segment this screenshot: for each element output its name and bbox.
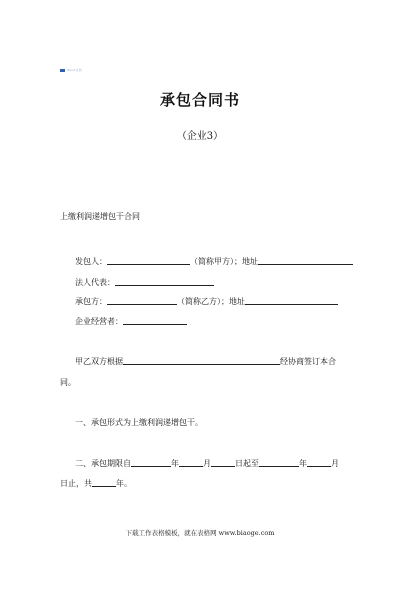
term-year-to-blank: [259, 458, 299, 467]
jiafang-abbr: （简称甲方）；地址: [190, 257, 258, 266]
chengbaofang-label: 承包方：: [75, 297, 107, 306]
term-month-2: 月: [331, 459, 339, 468]
basis-blank: [123, 356, 280, 365]
clause-2-continuation: [60, 478, 132, 489]
yifang-address-blank: [245, 296, 338, 305]
faren-label: 法人代表：: [75, 278, 115, 287]
document-title: 承包合同书: [159, 91, 240, 109]
fabaoren-label: 发包人：: [75, 257, 107, 266]
contractee-line: [75, 296, 338, 307]
legal-rep-line: [75, 277, 214, 288]
term-years-blank: [92, 478, 116, 487]
basis-end: 经协商签订本合: [280, 357, 336, 366]
term-year-1: 年: [171, 459, 179, 468]
term-day-from: 日起至: [235, 459, 259, 468]
basis-line: [75, 356, 336, 367]
basis-start: 甲乙双方根据: [75, 357, 123, 366]
chengbaofang-blank: [107, 296, 177, 305]
footer-download-note: 下载工作表格模板，就在表格网 www.biaoge.com: [125, 529, 275, 537]
clause-2-line: [75, 458, 339, 469]
contract-name: 上缴利润递增包干合同: [60, 212, 140, 221]
jingyingzhe-label: 企业经营者：: [75, 317, 123, 326]
manager-line: [75, 316, 187, 327]
term-year-from-blank: [131, 458, 171, 467]
jingyingzhe-blank: [123, 316, 187, 325]
term-month-to-blank: [307, 458, 331, 467]
contractor-line: [75, 256, 353, 267]
fabaoren-blank: [107, 256, 190, 265]
logo-text: Word文档: [67, 68, 82, 72]
yifang-abbr: （简称乙方）；地址: [177, 297, 245, 306]
term-years-end: 年。: [116, 479, 132, 488]
basis-continuation: 同。: [60, 378, 76, 387]
logo-mark-icon: [60, 69, 65, 72]
faren-blank: [115, 277, 214, 286]
term-end-start: 日止，共: [60, 479, 92, 488]
term-month-from-blank: [179, 458, 203, 467]
term-month-1: 月: [203, 459, 211, 468]
document-subtitle: （企业3）: [176, 131, 224, 142]
clause-1: 一、承包形式为上缴利润递增包干。: [75, 418, 203, 427]
term-year-2: 年: [299, 459, 307, 468]
term-start: 二、承包期限自: [75, 459, 131, 468]
jiafang-address-blank: [258, 256, 353, 265]
term-day-from-blank: [211, 458, 235, 467]
document-logo: [60, 68, 82, 72]
